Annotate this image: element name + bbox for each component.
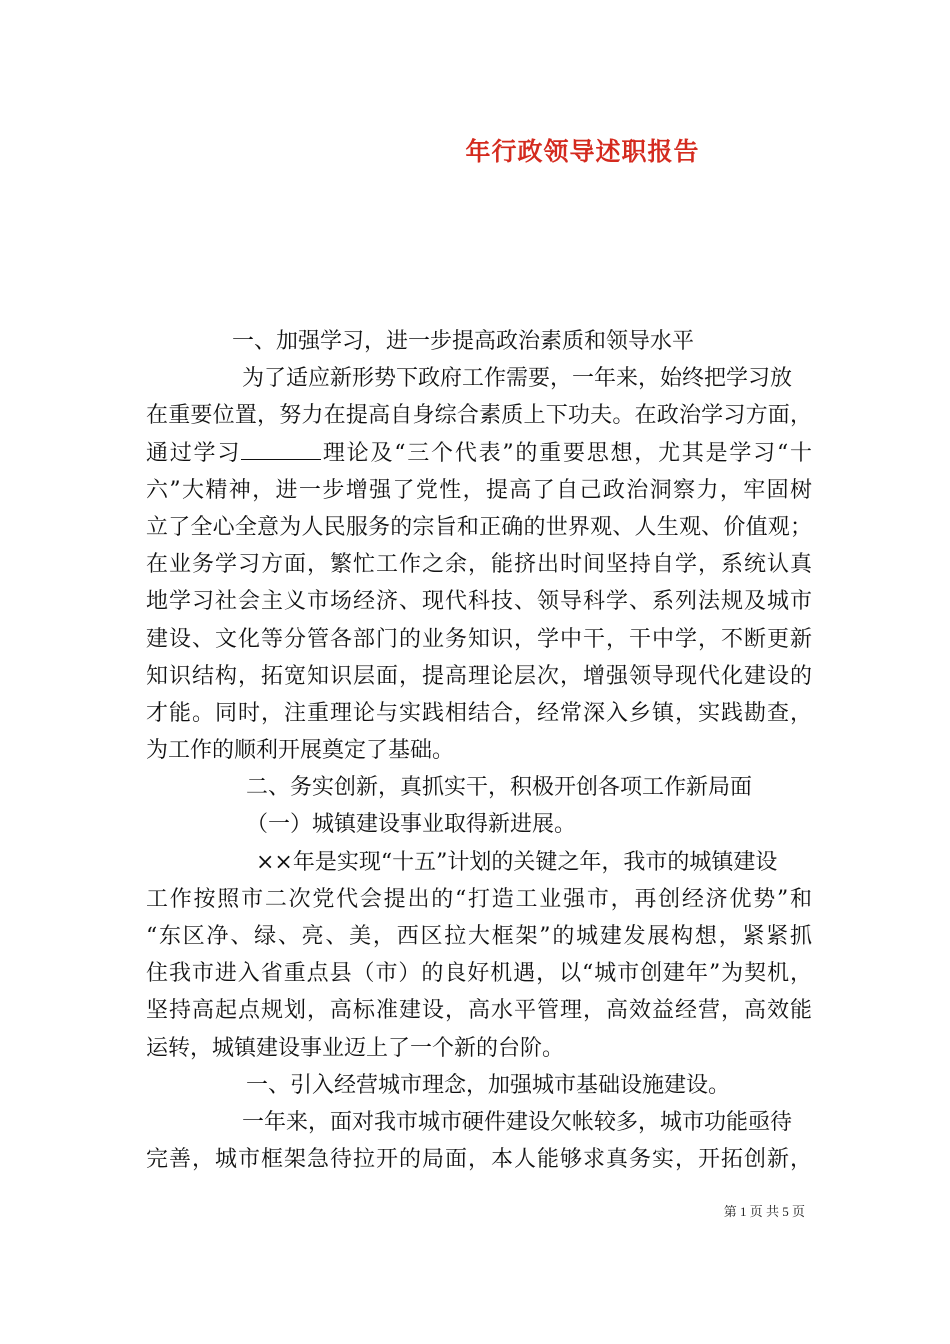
section-heading-2: 二、务实创新，真抓实干，积极开创各项工作新局面	[246, 775, 753, 801]
paragraph-line: 地学习社会主义市场经济、现代科技、领导科学、系列法规及城市	[146, 589, 812, 615]
paragraph-line: 在业务学习方面，繁忙工作之余，能挤出时间坚持自学，系统认真	[146, 552, 812, 578]
paragraph-line	[146, 435, 812, 472]
paragraph-line: 住我市进入省重点县（市）的良好机遇，以“城市创建年”为契机，	[146, 961, 812, 987]
paragraph-line: 立了全心全意为人民服务的宗旨和正确的世界观、人生观、价值观；	[146, 514, 812, 540]
paragraph-line: 一年来，面对我市城市硬件建设欠帐较多，城市功能亟待	[242, 1109, 793, 1135]
paragraph-line: 完善，城市框架急待拉开的局面，本人能够求真务实，开拓创新，	[146, 1147, 812, 1173]
paragraph-line: 为工作的顺利开展奠定了基础。	[146, 738, 455, 764]
paragraph-line: 运转，城镇建设事业迈上了一个新的台阶。	[146, 1035, 565, 1061]
paragraph-line: “东区净、绿、亮、美，西区拉大框架”的城建发展构想，紧紧抓	[146, 924, 812, 949]
paragraph-line: 六”大精神，进一步增强了党性，提高了自己政治洞察力，牢固树	[146, 477, 812, 503]
paragraph-line: 知识结构，拓宽知识层面，提高理论层次，增强领导现代化建设的	[146, 663, 812, 689]
page-number: 第 1 页 共 5 页	[723, 1204, 805, 1219]
paragraph-line: 建设、文化等分管各部门的业务知识，学中干，干中学，不断更新	[146, 626, 812, 652]
paragraph-line: 才能。同时，注重理论与实践相结合，经常深入乡镇，实践勘查，	[146, 700, 812, 726]
document-body	[146, 323, 812, 1178]
section-heading-1: 一、加强学习，进一步提高政治素质和领导水平	[232, 329, 695, 354]
paragraph-line: 工作按照市二次党代会提出的“打造工业强市，再创经济优势”和	[146, 886, 812, 912]
paragraph-line: 坚持高起点规划，高标准建设，高水平管理，高效益经营，高效能	[146, 998, 812, 1024]
paragraph-line-prefix: 通过学习	[146, 440, 242, 466]
paragraph-line: 在重要位置，努力在提高自身综合素质上下功夫。在政治学习方面，	[146, 403, 812, 429]
paragraph-line-rest: 理论及“三个代表”的重要思想，尤其是学习“十	[321, 440, 812, 466]
blank-underline	[241, 441, 321, 460]
paragraph-line: ××年是实现“十五”计划的关键之年，我市的城镇建设	[256, 849, 778, 875]
document-title: 年行政领导述职报告	[465, 137, 700, 166]
section-heading-3: 一、引入经营城市理念，加强城市基础设施建设。	[246, 1072, 731, 1098]
paragraph-line: 为了适应新形势下政府工作需要，一年来，始终把学习放	[242, 366, 793, 392]
subsection-heading: （一）城镇建设事业取得新进展。	[246, 812, 577, 838]
